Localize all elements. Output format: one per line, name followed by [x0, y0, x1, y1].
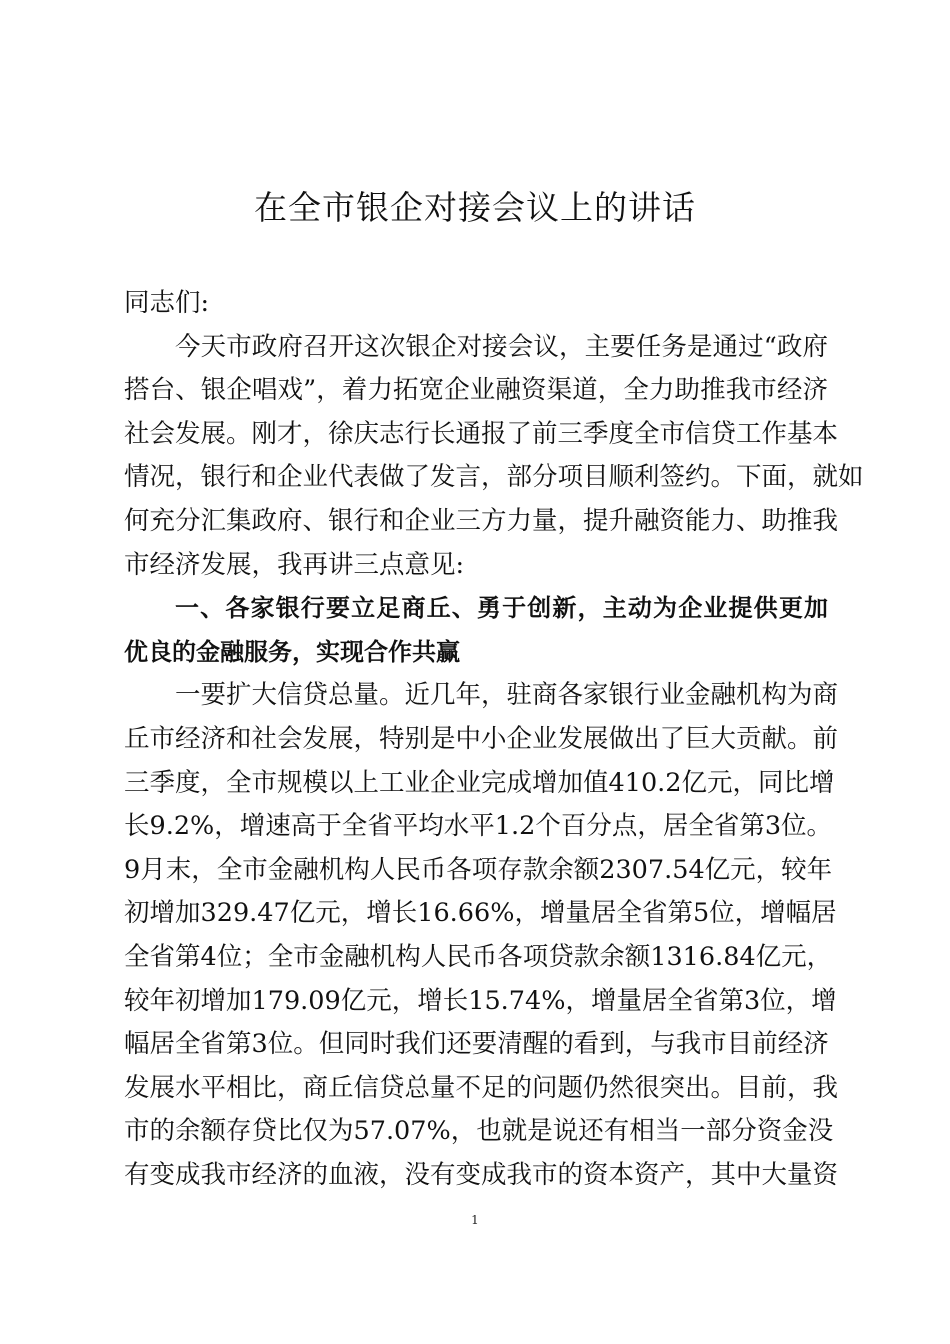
paragraph-line: 搭台、银企唱戏”，着力拓宽企业融资渠道，全力助推我市经济 [124, 375, 828, 406]
paragraph-credit [124, 674, 839, 1197]
paragraph-line: 丘市经济和社会发展，特别是中小企业发展做出了巨大贡献。前 [124, 723, 839, 754]
section-heading [124, 587, 828, 674]
paragraph-line: 长9.2%，增速高于全省平均水平1.2个百分点，居全省第3位。 [124, 811, 833, 842]
paragraph-line: 市的余额存贷比仅为57.07%，也就是说还有相当一部分资金没 [124, 1116, 834, 1147]
document-body [124, 282, 864, 1197]
paragraph-line: 初增加329.47亿元，增长16.66%，增量居全省第5位，增幅居 [124, 898, 837, 929]
paragraph-line: 三季度，全市规模以上工业企业完成增加值410.2亿元，同比增 [124, 767, 835, 798]
paragraph-line: 较年初增加179.09亿元，增长15.74%，增量居全省第3位，增 [124, 985, 837, 1016]
paragraph-line: 一要扩大信贷总量。近几年，驻商各家银行业金融机构为商 [175, 680, 839, 711]
paragraph-line: 全省第4位；全市金融机构人民币各项贷款余额1316.84亿元， [124, 941, 833, 972]
heading-line: 优良的金融服务，实现合作共赢 [124, 637, 460, 666]
paragraph-line: 市经济发展，我再讲三点意见: [124, 549, 465, 580]
paragraph-line: 幅居全省第3位。但同时我们还要清醒的看到，与我市目前经济 [124, 1029, 829, 1060]
paragraph-opening [124, 326, 864, 588]
paragraph-line: 何充分汇集政府、银行和企业三方力量，提升融资能力、助推我 [124, 505, 839, 536]
paragraph-line: 今天市政府召开这次银企对接会议，主要任务是通过“政府 [175, 331, 828, 362]
paragraph-line: 情况，银行和企业代表做了发言，部分项目顺利签约。下面，就如 [124, 462, 864, 493]
salutation: 同志们: [124, 288, 210, 318]
paragraph-line: 有变成我市经济的血液，没有变成我市的资本资产，其中大量资 [124, 1159, 839, 1190]
page-number: 1 [471, 1213, 479, 1227]
paragraph-line: 发展水平相比，商丘信贷总量不足的问题仍然很突出。目前，我 [124, 1072, 839, 1103]
paragraph-line: 社会发展。刚才，徐庆志行长通报了前三季度全市信贷工作基本 [124, 418, 839, 449]
heading-line: 一、各家银行要立足商丘、勇于创新，主动为企业提供更加 [175, 594, 828, 623]
paragraph-line: 9月末，全市金融机构人民币各项存款余额2307.54亿元，较年 [124, 854, 833, 885]
document-title: 在全市银企对接会议上的讲话 [254, 188, 696, 227]
